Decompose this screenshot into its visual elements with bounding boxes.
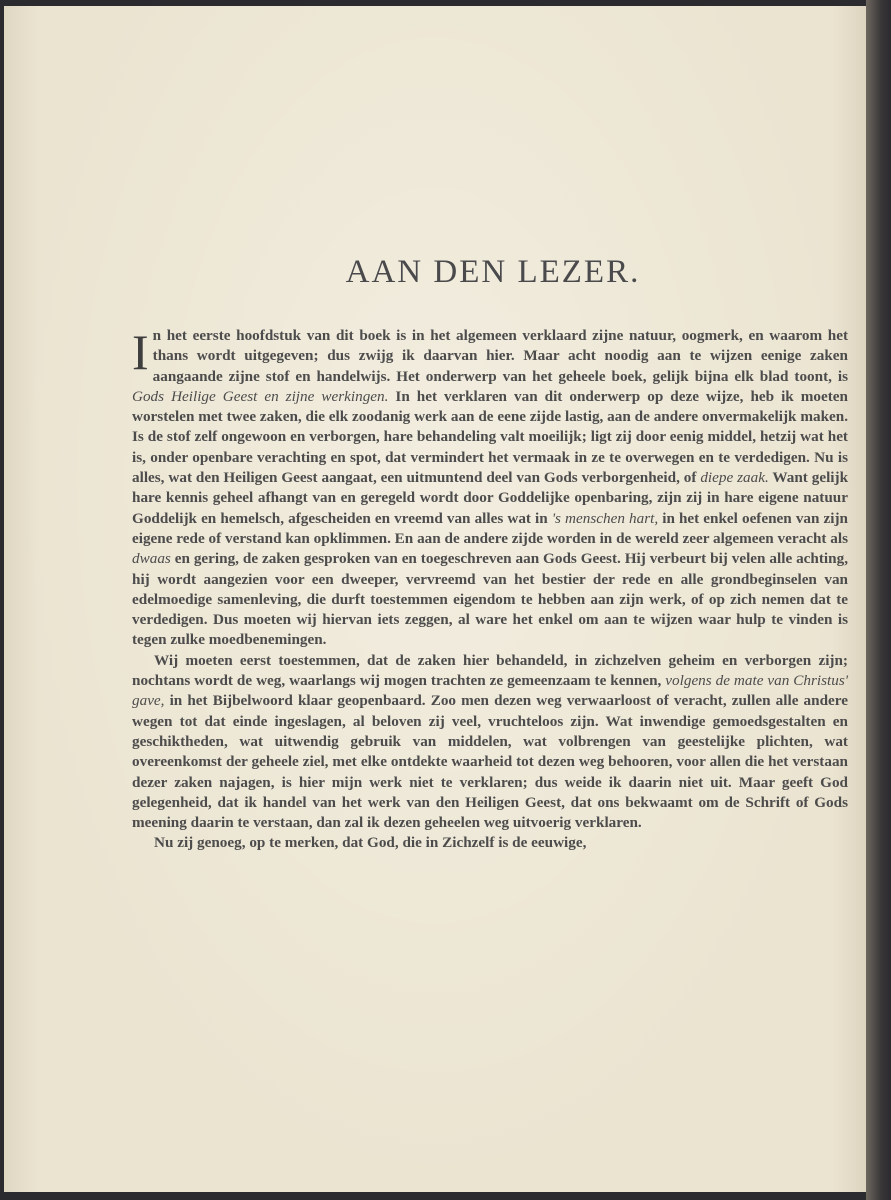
book-edge <box>866 0 891 1200</box>
italic-run: diepe zaak. <box>700 469 769 487</box>
body-text <box>132 326 848 854</box>
text-run: Wij moeten eerst toestemmen, dat de zaken hier behandeld, in zichzelven geheim en verborgen zijn; nochtans wordt de weg, waarlangs wij mogen trachten ze gemeenzaam te kennen, <box>132 651 848 690</box>
paragraph-3 <box>132 833 848 853</box>
italic-run: 's menschen hart, <box>551 509 659 527</box>
text-run: In het verklaren van dit onderwerp op deze wijze, heb ik moeten worstelen met twee zaken, die elk zoodanig werk aan de eene zijde lastig, aan de andere onvermakelijk maken. Is de stof zelf ongewoon en verborgen, hare behandeling valt moeilijk; ligt zij door eenig middel, hetzij wat het is, onder openbare verachting en spot, dat vermindert het vermaak in ze te overwegen en te verdedigen. Nu is alles, wat den Heiligen Geest aangaat, een uitmuntend deel van Gods verborgenheid, of <box>132 387 848 487</box>
text-run: in het Bijbelwoord klaar geopenbaard. Zoo men dezen weg verwaarloost of veracht, zullen alle andere wegen tot dat einde ingeslagen, al beloven zij veel, vruchteloos zijn. Wat inwendige gemoedsgestalten en geschiktheden, wat uitwendig gebruik van middelen, wat volbrengen van geestelijke plichten, wat overeenkomst der geheele ziel, met elke ontdekte waarheid tot dezen weg behooren, voor allen die het verstaan dezer zaken najagen, is hier mijn werk niet te verklaren; dus weide ik daarin niet uit. Maar geeft God gelegenheid, dat ik handel van het werk van den Heiligen Geest, dat ons bekwaamt om de Schrift of Gods meening daarin te verstaan, dan zal ik dezen geheelen weg uitvoerig verklaren. <box>132 692 848 832</box>
italic-run: Gods Heilige Geest en zijne werkingen. <box>132 387 389 405</box>
text-run: Nu zij genoeg, op te merken, dat God, die in Zichzelf is de eeuwige, <box>154 834 587 852</box>
italic-run: dwaas <box>132 550 171 568</box>
book-page <box>4 6 866 1192</box>
text-run: n het eerste hoofdstuk van dit boek is in het algemeen verklaard zijne natuur, oogmerk, en waarom het thans wordt uitgegeven; dus zwijg ik daarvan hier. Maar acht noodig aan te wijzen eenige zaken aangaande zijne stof en handelwijs. Het onderwerp van het geheele boek, gelijk bijna elk blad toont, is <box>152 327 848 385</box>
italic-run: volgens de mate van Christus' gave, <box>132 672 848 710</box>
page-title: AAN DEN LEZER. <box>345 254 641 290</box>
drop-cap: I <box>132 324 149 380</box>
text-run: in het enkel oefenen van zijn eigene rede of verstand kan opklimmen. En aan de andere zijde worden in de wereld zeer algemeen veracht als <box>132 509 849 547</box>
text-run: Want gelijk hare kennis geheel afhangt van en geregeld wordt door Goddelijke openbaring, zijn zij in hare eigene natuur Goddelijk en hemelsch, afgescheiden en vreemd van alles wat in <box>132 469 849 527</box>
text-run: en gering, de zaken gesproken van en toegeschreven aan Gods Geest. Hij verbeurt bij velen alle achting, hij wordt aangezien voor een dweeper, vervreemd van het bestier der rede en alle grondbeginselen van edelmoedige samenleving, die durft toestemmen eigendom te hebben aan zijn werk, of op zich nemen dat te verdedigen. Dus moeten wij hiervan iets zeggen, al ware het enkel om aan te wijzen waar hulp te vinden is tegen zulke moedbenemingen. <box>132 550 848 649</box>
paragraph-2 <box>132 651 848 834</box>
paragraph-1 <box>132 326 848 651</box>
